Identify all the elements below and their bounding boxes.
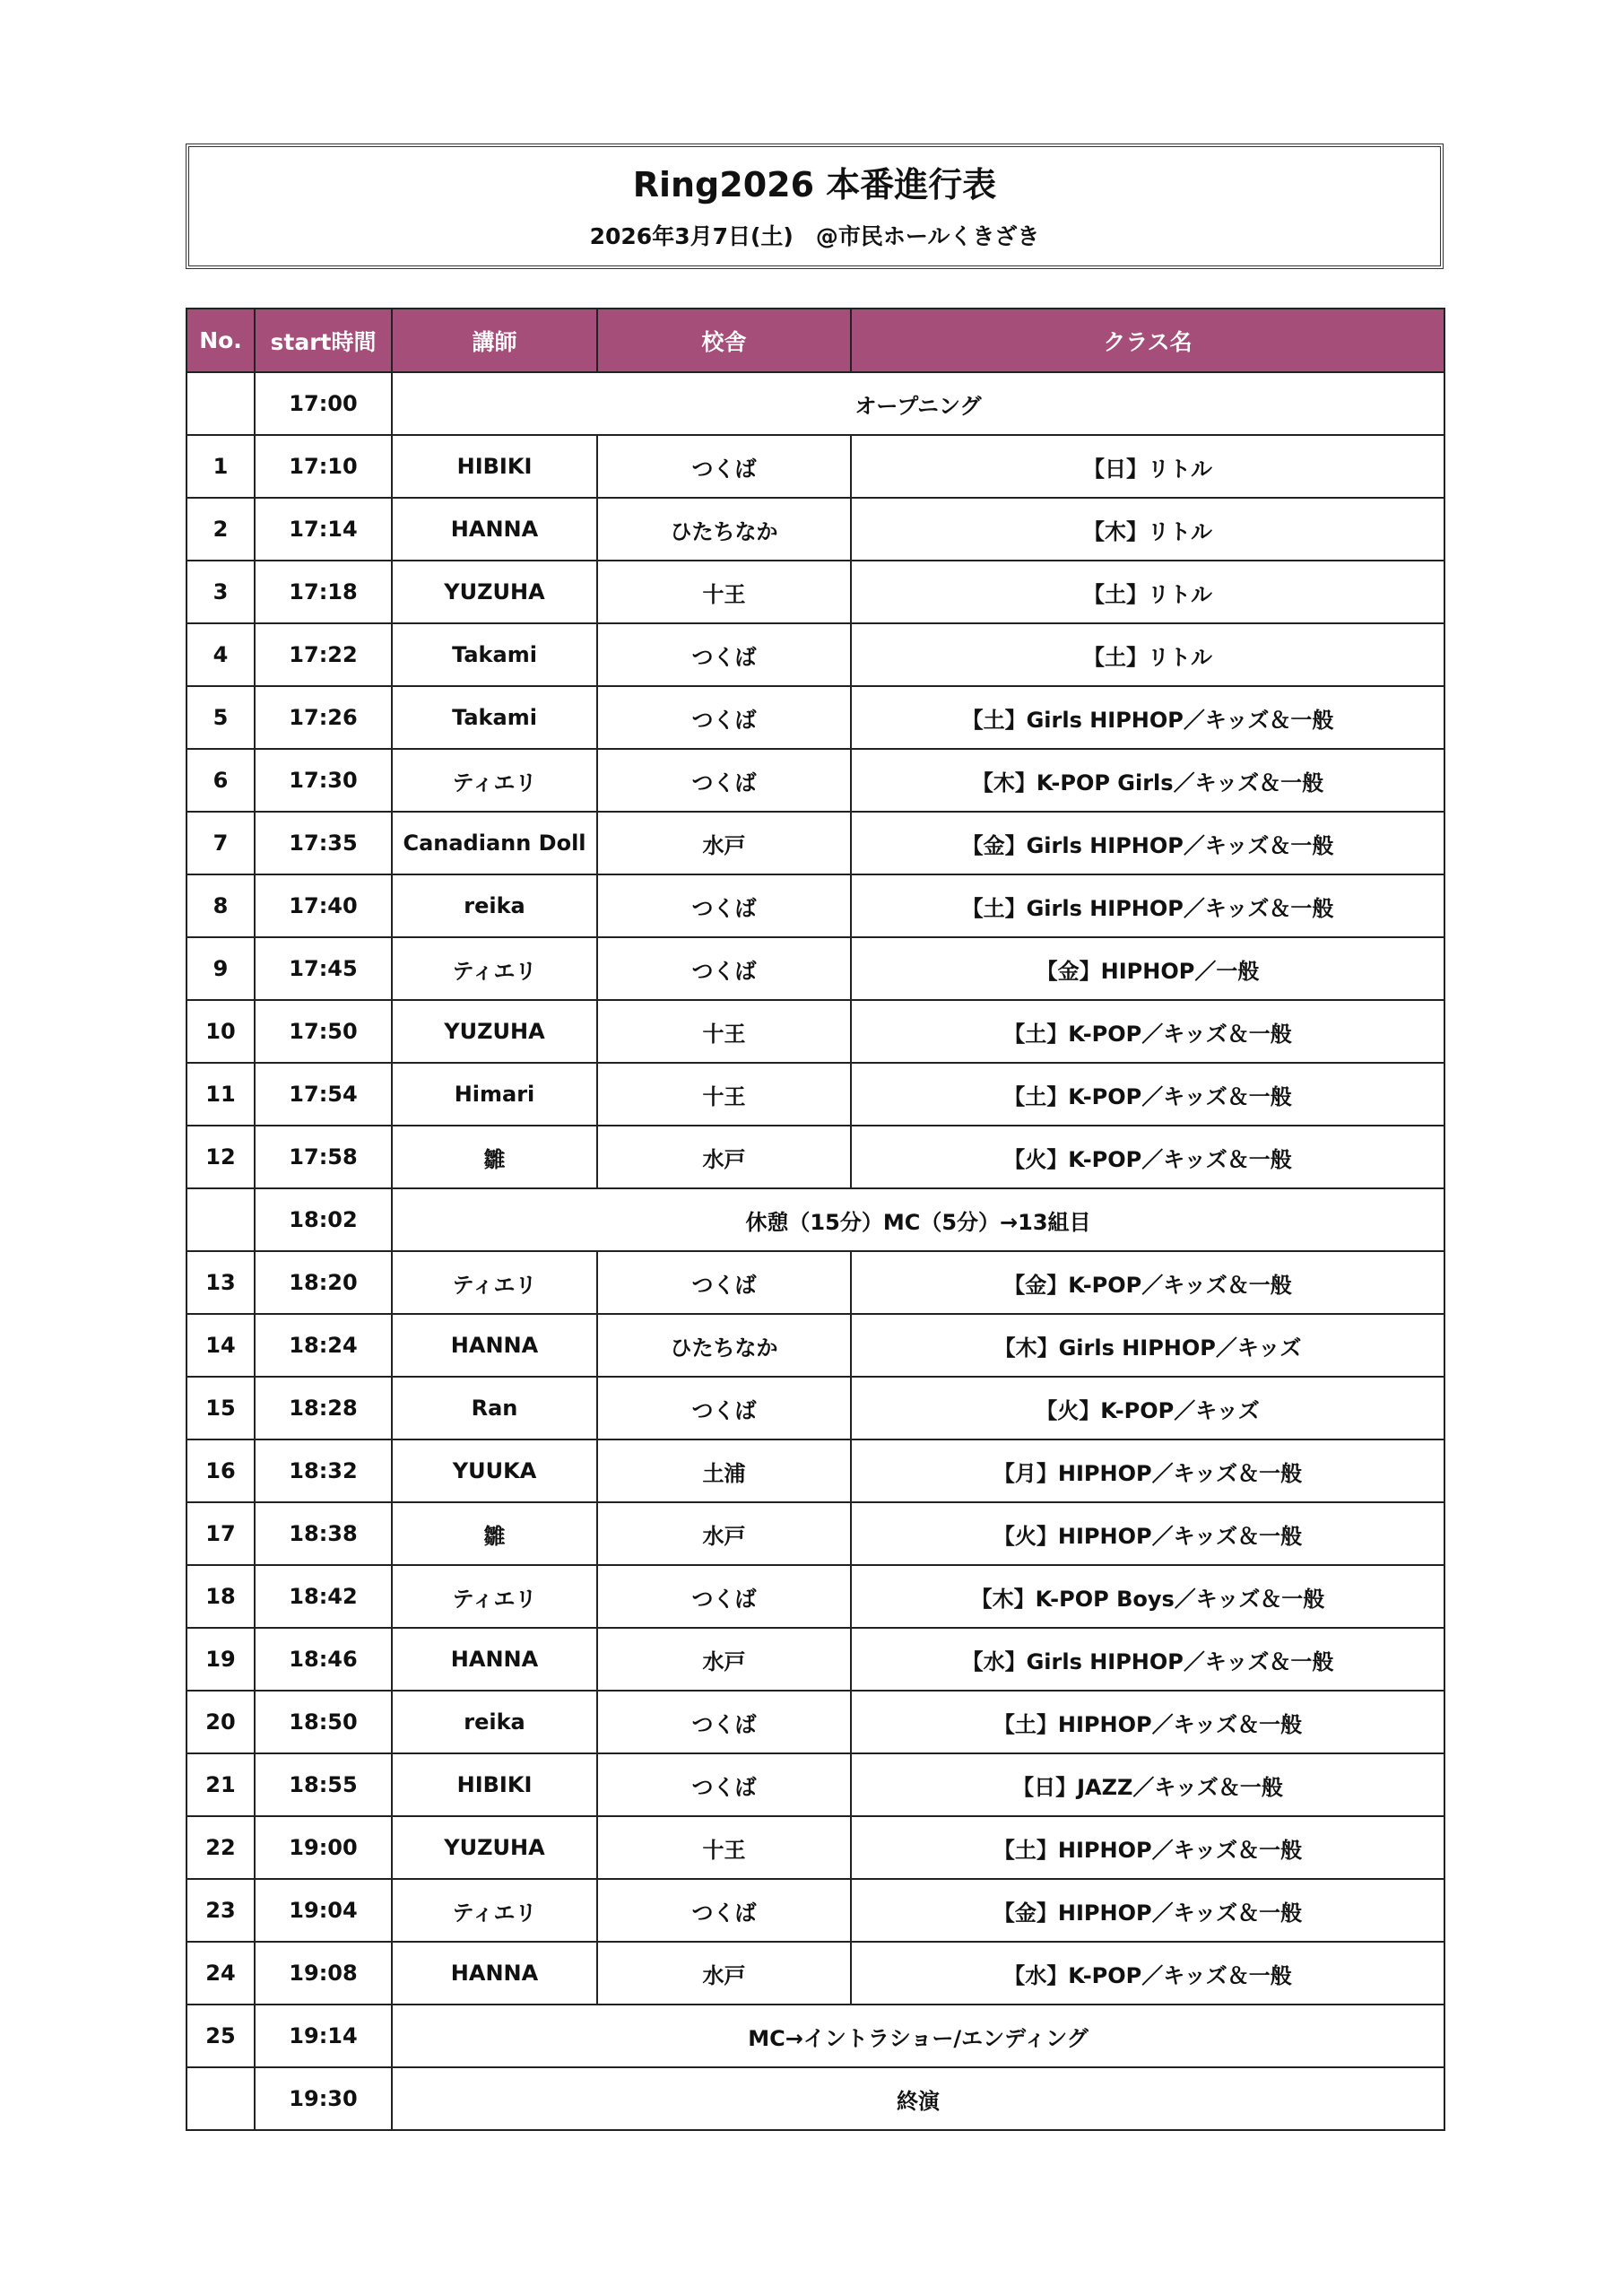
cell-no: 22 — [186, 1816, 255, 1879]
cell-school: つくば — [597, 1691, 851, 1753]
cell-start-time: 17:22 — [255, 623, 392, 686]
cell-teacher: ティエリ — [392, 1251, 597, 1314]
cell-teacher: HANNA — [392, 1942, 597, 2005]
cell-class-name: 【木】K-POP Girls／キッズ＆一般 — [851, 749, 1444, 812]
cell-school: 水戸 — [597, 1126, 851, 1188]
cell-start-time: 18:20 — [255, 1251, 392, 1314]
column-header-class-name: クラス名 — [851, 309, 1444, 372]
cell-start-time: 17:14 — [255, 498, 392, 561]
cell-class-name: 【火】K-POP／キッズ — [851, 1377, 1444, 1439]
cell-start-time: 18:50 — [255, 1691, 392, 1753]
table-row — [186, 1126, 1444, 1188]
table-row — [186, 2005, 1444, 2067]
cell-class-name: 【土】HIPHOP／キッズ＆一般 — [851, 1816, 1444, 1879]
cell-teacher: YUUKA — [392, 1439, 597, 1502]
cell-school: 十王 — [597, 1063, 851, 1126]
cell-teacher: reika — [392, 1691, 597, 1753]
cell-start-time: 19:04 — [255, 1879, 392, 1942]
table-row — [186, 498, 1444, 561]
cell-start-time: 18:42 — [255, 1565, 392, 1628]
cell-school: つくば — [597, 1377, 851, 1439]
cell-class-name: 【金】Girls HIPHOP／キッズ＆一般 — [851, 812, 1444, 874]
cell-no: 10 — [186, 1000, 255, 1063]
cell-teacher: HIBIKI — [392, 435, 597, 498]
cell-class-name: 【土】K-POP／キッズ＆一般 — [851, 1000, 1444, 1063]
cell-no: 19 — [186, 1628, 255, 1691]
table-row — [186, 435, 1444, 498]
cell-school: 水戸 — [597, 1502, 851, 1565]
column-header-start-time: start時間 — [255, 309, 392, 372]
cell-school: つくば — [597, 623, 851, 686]
table-header-row — [186, 309, 1444, 372]
cell-program-note: MC→イントラショー/エンディング — [392, 2005, 1444, 2067]
schedule-table — [186, 308, 1445, 2131]
cell-no: 9 — [186, 937, 255, 1000]
cell-school: つくば — [597, 435, 851, 498]
cell-school: つくば — [597, 1753, 851, 1816]
cell-start-time: 17:18 — [255, 561, 392, 623]
table-row — [186, 686, 1444, 749]
cell-class-name: 【火】K-POP／キッズ＆一般 — [851, 1126, 1444, 1188]
table-row — [186, 1377, 1444, 1439]
table-row — [186, 1188, 1444, 1251]
cell-teacher: reika — [392, 874, 597, 937]
cell-class-name: 【木】リトル — [851, 498, 1444, 561]
cell-class-name: 【金】K-POP／キッズ＆一般 — [851, 1251, 1444, 1314]
cell-teacher: ティエリ — [392, 937, 597, 1000]
table-row — [186, 1502, 1444, 1565]
column-header-school: 校舎 — [597, 309, 851, 372]
cell-class-name: 【木】Girls HIPHOP／キッズ — [851, 1314, 1444, 1377]
cell-no: 24 — [186, 1942, 255, 2005]
cell-school: 十王 — [597, 561, 851, 623]
cell-school: 水戸 — [597, 1628, 851, 1691]
cell-class-name: 【日】リトル — [851, 435, 1444, 498]
table-row — [186, 1753, 1444, 1816]
cell-teacher: HIBIKI — [392, 1753, 597, 1816]
table-row — [186, 2067, 1444, 2130]
cell-start-time: 17:10 — [255, 435, 392, 498]
cell-teacher: ティエリ — [392, 1565, 597, 1628]
cell-start-time: 18:24 — [255, 1314, 392, 1377]
cell-no: 17 — [186, 1502, 255, 1565]
cell-teacher: HANNA — [392, 1628, 597, 1691]
cell-no: 6 — [186, 749, 255, 812]
table-row — [186, 1439, 1444, 1502]
cell-class-name: 【土】リトル — [851, 623, 1444, 686]
cell-program-note: 終演 — [392, 2067, 1444, 2130]
table-row — [186, 874, 1444, 937]
cell-no: 23 — [186, 1879, 255, 1942]
cell-teacher: Takami — [392, 686, 597, 749]
table-row — [186, 1691, 1444, 1753]
cell-start-time: 18:46 — [255, 1628, 392, 1691]
cell-start-time: 19:14 — [255, 2005, 392, 2067]
cell-school: つくば — [597, 1251, 851, 1314]
table-row — [186, 561, 1444, 623]
cell-teacher: ティエリ — [392, 1879, 597, 1942]
cell-no: 16 — [186, 1439, 255, 1502]
cell-no: 3 — [186, 561, 255, 623]
event-date-venue: 2026年3月7日(土) @市民ホールくきざき — [589, 222, 1040, 249]
cell-start-time: 17:50 — [255, 1000, 392, 1063]
cell-no: 12 — [186, 1126, 255, 1188]
cell-teacher: 雛 — [392, 1126, 597, 1188]
cell-start-time: 18:02 — [255, 1188, 392, 1251]
cell-no: 11 — [186, 1063, 255, 1126]
cell-school: つくば — [597, 749, 851, 812]
table-row — [186, 1565, 1444, 1628]
cell-no — [186, 2067, 255, 2130]
column-header-no: No. — [186, 309, 255, 372]
cell-no: 25 — [186, 2005, 255, 2067]
cell-school: 土浦 — [597, 1439, 851, 1502]
cell-class-name: 【水】Girls HIPHOP／キッズ＆一般 — [851, 1628, 1444, 1691]
cell-school: つくば — [597, 1565, 851, 1628]
cell-no: 15 — [186, 1377, 255, 1439]
cell-school: つくば — [597, 1879, 851, 1942]
cell-start-time: 18:32 — [255, 1439, 392, 1502]
cell-teacher: YUZUHA — [392, 1816, 597, 1879]
cell-class-name: 【土】HIPHOP／キッズ＆一般 — [851, 1691, 1444, 1753]
cell-no: 7 — [186, 812, 255, 874]
cell-start-time: 19:00 — [255, 1816, 392, 1879]
cell-teacher: Takami — [392, 623, 597, 686]
cell-teacher: Himari — [392, 1063, 597, 1126]
cell-teacher: YUZUHA — [392, 561, 597, 623]
cell-school: 水戸 — [597, 812, 851, 874]
cell-no: 21 — [186, 1753, 255, 1816]
cell-class-name: 【土】Girls HIPHOP／キッズ＆一般 — [851, 874, 1444, 937]
cell-no: 14 — [186, 1314, 255, 1377]
page-title: Ring2026 本番進行表 — [632, 164, 997, 204]
cell-school: つくば — [597, 686, 851, 749]
cell-no: 4 — [186, 623, 255, 686]
table-row — [186, 623, 1444, 686]
cell-class-name: 【土】リトル — [851, 561, 1444, 623]
cell-no: 2 — [186, 498, 255, 561]
cell-start-time: 19:30 — [255, 2067, 392, 2130]
cell-start-time: 17:54 — [255, 1063, 392, 1126]
cell-program-note: オープニング — [392, 372, 1444, 435]
cell-teacher: Ran — [392, 1377, 597, 1439]
cell-class-name: 【金】HIPHOP／一般 — [851, 937, 1444, 1000]
cell-class-name: 【木】K-POP Boys／キッズ＆一般 — [851, 1565, 1444, 1628]
cell-class-name: 【金】HIPHOP／キッズ＆一般 — [851, 1879, 1444, 1942]
table-row — [186, 1816, 1444, 1879]
cell-start-time: 17:45 — [255, 937, 392, 1000]
cell-start-time: 18:38 — [255, 1502, 392, 1565]
cell-no — [186, 1188, 255, 1251]
cell-start-time: 17:26 — [255, 686, 392, 749]
cell-start-time: 18:55 — [255, 1753, 392, 1816]
cell-start-time: 19:08 — [255, 1942, 392, 2005]
table-row — [186, 812, 1444, 874]
cell-school: つくば — [597, 937, 851, 1000]
cell-no: 13 — [186, 1251, 255, 1314]
cell-teacher: 雛 — [392, 1502, 597, 1565]
cell-class-name: 【日】JAZZ／キッズ＆一般 — [851, 1753, 1444, 1816]
cell-teacher: HANNA — [392, 498, 597, 561]
cell-teacher: YUZUHA — [392, 1000, 597, 1063]
table-row — [186, 372, 1444, 435]
cell-start-time: 17:40 — [255, 874, 392, 937]
table-row — [186, 1628, 1444, 1691]
cell-school: ひたちなか — [597, 1314, 851, 1377]
table-row — [186, 749, 1444, 812]
table-row — [186, 1314, 1444, 1377]
cell-no: 1 — [186, 435, 255, 498]
cell-class-name: 【土】K-POP／キッズ＆一般 — [851, 1063, 1444, 1126]
cell-no: 20 — [186, 1691, 255, 1753]
cell-start-time: 18:28 — [255, 1377, 392, 1439]
cell-teacher: Canadiann Doll — [392, 812, 597, 874]
cell-school: 水戸 — [597, 1942, 851, 2005]
cell-start-time: 17:35 — [255, 812, 392, 874]
cell-school: つくば — [597, 874, 851, 937]
cell-class-name: 【月】HIPHOP／キッズ＆一般 — [851, 1439, 1444, 1502]
cell-school: ひたちなか — [597, 498, 851, 561]
schedule-body — [186, 372, 1444, 2130]
title-box — [186, 144, 1444, 269]
cell-school: 十王 — [597, 1816, 851, 1879]
table-row — [186, 937, 1444, 1000]
cell-program-note: 休憩（15分）MC（5分）→13組目 — [392, 1188, 1444, 1251]
cell-start-time: 17:30 — [255, 749, 392, 812]
cell-no: 18 — [186, 1565, 255, 1628]
cell-teacher: HANNA — [392, 1314, 597, 1377]
cell-class-name: 【水】K-POP／キッズ＆一般 — [851, 1942, 1444, 2005]
cell-start-time: 17:58 — [255, 1126, 392, 1188]
table-row — [186, 1251, 1444, 1314]
column-header-teacher: 講師 — [392, 309, 597, 372]
cell-teacher: ティエリ — [392, 749, 597, 812]
cell-start-time: 17:00 — [255, 372, 392, 435]
table-row — [186, 1942, 1444, 2005]
cell-class-name: 【火】HIPHOP／キッズ＆一般 — [851, 1502, 1444, 1565]
table-row — [186, 1000, 1444, 1063]
cell-class-name: 【土】Girls HIPHOP／キッズ＆一般 — [851, 686, 1444, 749]
table-row — [186, 1879, 1444, 1942]
table-row — [186, 1063, 1444, 1126]
cell-no: 8 — [186, 874, 255, 937]
cell-school: 十王 — [597, 1000, 851, 1063]
cell-no — [186, 372, 255, 435]
cell-no: 5 — [186, 686, 255, 749]
